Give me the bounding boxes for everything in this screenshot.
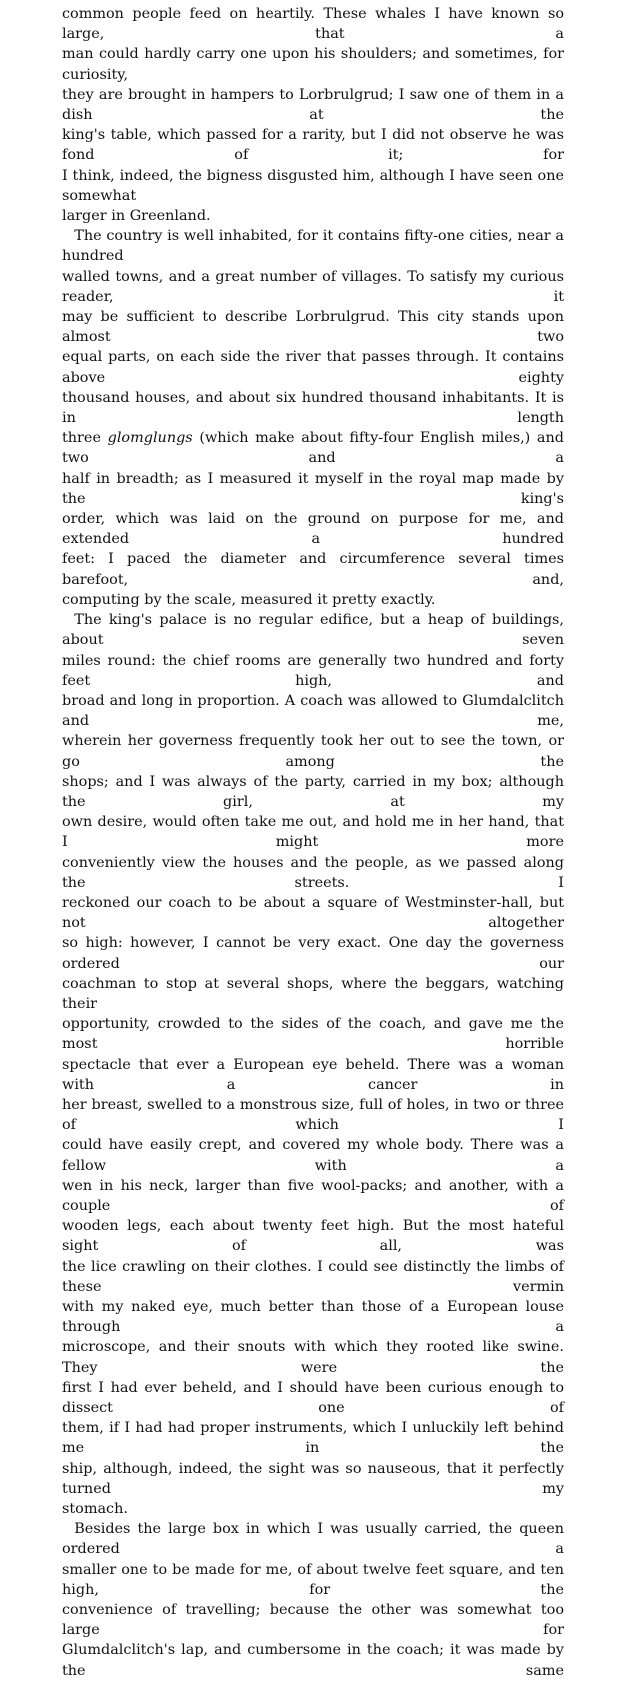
text-line: half in breadth; as I measured it myself in the royal map made by the king's (62, 470, 564, 507)
text-line: first I had ever beheld, and I should have been curious enough to dissect one of (62, 1379, 564, 1417)
text-line: stomach. (62, 1501, 128, 1518)
text-line: computing by the scale, measured it pretty exactly. (62, 591, 436, 608)
text-line: common people feed on heartily. These whales I have known so large, that a (62, 6, 564, 43)
text-line: microscope, and their snouts with which they rooted like swine. They were the (62, 1339, 564, 1376)
text-line: Besides the large box in which I was usually carried, the queen ordered a (62, 1521, 564, 1558)
text-line: wherein her governess frequently took her out to see the town, or go among the (62, 733, 564, 770)
text-line: larger in Greenland. (62, 208, 211, 225)
text-line: could have easily crept, and covered my whole body. There was a fellow with a (62, 1137, 564, 1174)
text-line: equal parts, on each side the river that passes through. It contains above eighty (62, 349, 564, 386)
text-line: convenience of travelling; because the other was somewhat too large for (62, 1602, 564, 1639)
text-line: with my naked eye, much better than those of a European louse through a (62, 1299, 564, 1336)
text-line: own desire, would often take me out, and hold me in her hand, that I might more (62, 814, 564, 851)
text-line: they are brought in hampers to Lorbrulgrud; I saw one of them in a dish at the (62, 86, 564, 124)
italic-term: glomglungs (107, 430, 193, 447)
text-line: reckoned our coach to be about a square of Westminster-hall, but not altogether (62, 894, 564, 932)
text-line: so high: however, I cannot be very exact. One day the governess ordered our (62, 935, 564, 972)
text-line: broad and long in proportion. A coach was allowed to Glumdalclitch and me, (62, 692, 564, 730)
text-line: The country is well inhabited, for it contains fifty-one cities, near a hundred (62, 228, 564, 265)
text-line: conveniently view the houses and the people, as we passed along the streets. I (62, 854, 564, 891)
text-line: them, if I had had proper instruments, which I unluckily left behind me in the (62, 1420, 564, 1457)
text-line: Glumdalclitch's lap, and cumbersome in the coach; it was made by the same (62, 1642, 564, 1679)
text-line: feet: I paced the diameter and circumference several times barefoot, and, (62, 551, 564, 588)
text-line: her breast, swelled to a monstrous size, full of holes, in two or three of which I (62, 1096, 564, 1134)
text-line: smaller one to be made for me, of about twelve feet square, and ten high, for the (62, 1561, 564, 1598)
text-line: three glomglungs (which make about fifty-four English miles,) and two and a (62, 430, 564, 467)
text-line: spectacle that ever a European eye beheld. There was a woman with a cancer in (62, 1056, 564, 1093)
document-page (62, 4, 564, 1681)
text-line: walled towns, and a great number of villages. To satisfy my curious reader, it (62, 268, 564, 305)
text-line: coachman to stop at several shops, where the beggars, watching their (62, 975, 564, 1012)
text-line: The king's palace is no regular edifice, but a heap of buildings, about seven (62, 612, 564, 649)
text-line: the lice crawling on their clothes. I could see distinctly the limbs of these vermin (62, 1258, 564, 1295)
text-line: man could hardly carry one upon his shoulders; and sometimes, for curiosity, (62, 46, 564, 83)
body-text (62, 4, 564, 1681)
text-line: shops; and I was always of the party, carried in my box; although the girl, at my (62, 773, 564, 810)
text-line: thousand houses, and about six hundred thousand inhabitants. It is in length (62, 389, 564, 427)
text-line: opportunity, crowded to the sides of the coach, and gave me the most horrible (62, 1016, 564, 1053)
text-line: wooden legs, each about twenty feet high. But the most hateful sight of all, was (62, 1218, 564, 1255)
text-line: I think, indeed, the bigness disgusted him, although I have seen one somewhat (62, 167, 564, 204)
text-line: ship, although, indeed, the sight was so nauseous, that it perfectly turned my (62, 1460, 564, 1497)
text-line: order, which was laid on the ground on purpose for me, and extended a hundred (62, 511, 564, 548)
text-line: may be sufficient to describe Lorbrulgrud. This city stands upon almost two (62, 309, 564, 346)
text-line: king's table, which passed for a rarity, but I did not observe he was fond of it; for (62, 127, 564, 164)
text-line: miles round: the chief rooms are generally two hundred and forty feet high, and (62, 652, 564, 689)
text-line: wen in his neck, larger than five wool-packs; and another, with a couple of (62, 1177, 564, 1214)
